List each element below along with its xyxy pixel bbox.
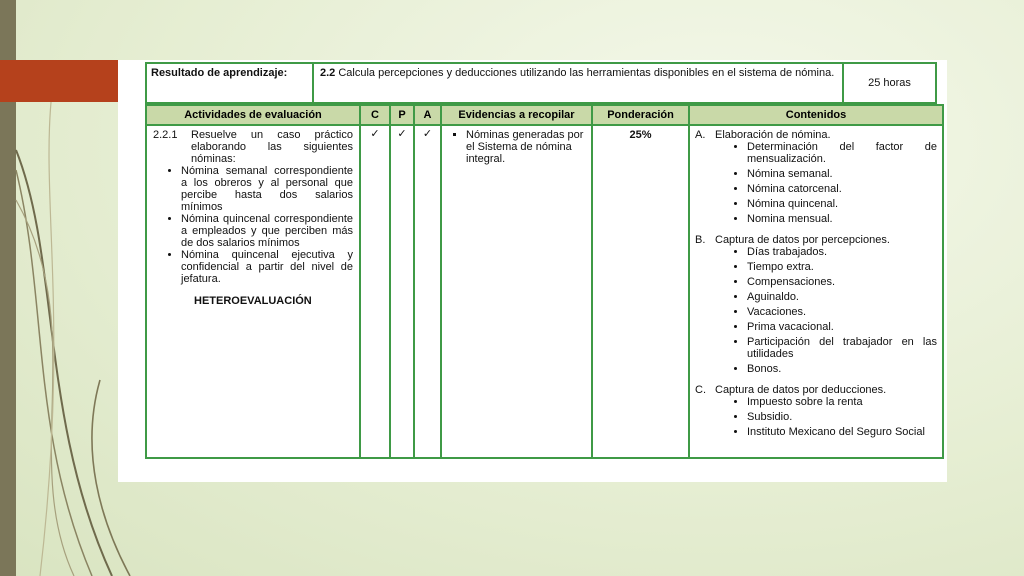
contents-section-b — [695, 234, 937, 246]
content-item: • Prima vacacional. — [747, 321, 937, 333]
content-item: • Nómina quincenal. — [747, 198, 937, 210]
content-item: • Impuesto sobre la renta — [747, 396, 937, 408]
content-item: • Compensaciones. — [747, 276, 937, 288]
activity-code: 2.2.1 — [153, 129, 178, 141]
learning-result-table — [145, 62, 937, 104]
content-item: • Participación del trabajador en las utilidades — [747, 336, 937, 360]
evaluation-table — [145, 104, 944, 459]
header-weighting: Ponderación — [592, 105, 689, 125]
section-letter: B. — [695, 234, 706, 246]
evaluation-table-row — [146, 125, 943, 458]
content-item: • Días trabajados. — [747, 246, 937, 258]
evidence-item: ▪ Nóminas generadas por el Sistema de nómina integral. — [466, 129, 585, 165]
contents-cell — [689, 125, 943, 458]
learning-result-number: 2.2 — [320, 67, 336, 79]
section-b-list — [695, 246, 937, 375]
section-title: Captura de datos por deducciones. — [715, 384, 887, 396]
document-image — [118, 60, 947, 482]
learning-result-text: Calcula percepciones y deducciones utilizando las herramientas disponibles en el sistema de nómina. — [338, 67, 835, 79]
learning-result-description — [313, 63, 843, 103]
section-c-list — [695, 396, 937, 438]
section-a-list — [695, 141, 937, 225]
content-item: • Tiempo extra. — [747, 261, 937, 273]
content-item: • Determinación del factor de mensualización. — [747, 141, 937, 165]
content-item: • Instituto Mexicano del Seguro Social — [747, 426, 937, 438]
check-c-icon: ✓ — [360, 125, 390, 458]
learning-result-hours: 25 horas — [843, 63, 936, 103]
section-letter: A. — [695, 129, 706, 141]
contents-section-a — [695, 129, 937, 141]
slide-accent-tab — [0, 60, 118, 102]
activity-item: • Nómina quincenal ejecutiva y confidencial a partir del nivel de jefatura. — [181, 249, 353, 285]
section-letter: C. — [695, 384, 706, 396]
activity-item: • Nómina semanal correspondiente a los obreros y al personal que percibe hasta dos salarios mínimos — [181, 165, 353, 213]
content-item: • Nomina mensual. — [747, 213, 937, 225]
section-title: Captura de datos por percepciones. — [715, 234, 890, 246]
content-item: • Bonos. — [747, 363, 937, 375]
content-item: • Vacaciones. — [747, 306, 937, 318]
learning-result-label: Resultado de aprendizaje: — [146, 63, 313, 103]
content-item: • Nómina catorcenal. — [747, 183, 937, 195]
activity-intro: Resuelve un caso práctico elaborando las siguientes nóminas: — [191, 129, 353, 165]
activity-item: • Nómina quincenal correspondiente a empleados y que perciben más de dos salarios mínimos — [181, 213, 353, 249]
content-item: • Aguinaldo. — [747, 291, 937, 303]
section-title: Elaboración de nómina. — [715, 129, 831, 141]
contents-section-c — [695, 384, 937, 396]
header-p: P — [390, 105, 414, 125]
evidence-cell — [441, 125, 592, 458]
header-contents: Contenidos — [689, 105, 943, 125]
content-item: • Subsidio. — [747, 411, 937, 423]
activity-list — [153, 165, 353, 285]
activity-cell — [146, 125, 360, 458]
evaluation-table-header — [146, 105, 943, 125]
header-activities: Actividades de evaluación — [146, 105, 360, 125]
check-p-icon: ✓ — [390, 125, 414, 458]
assessment-type: HETEROEVALUACIÓN — [194, 295, 312, 307]
header-evidence: Evidencias a recopilar — [441, 105, 592, 125]
content-item: • Nómina semanal. — [747, 168, 937, 180]
header-a: A — [414, 105, 441, 125]
weighting-value: 25% — [592, 125, 689, 458]
check-a-icon: ✓ — [414, 125, 441, 458]
header-c: C — [360, 105, 390, 125]
